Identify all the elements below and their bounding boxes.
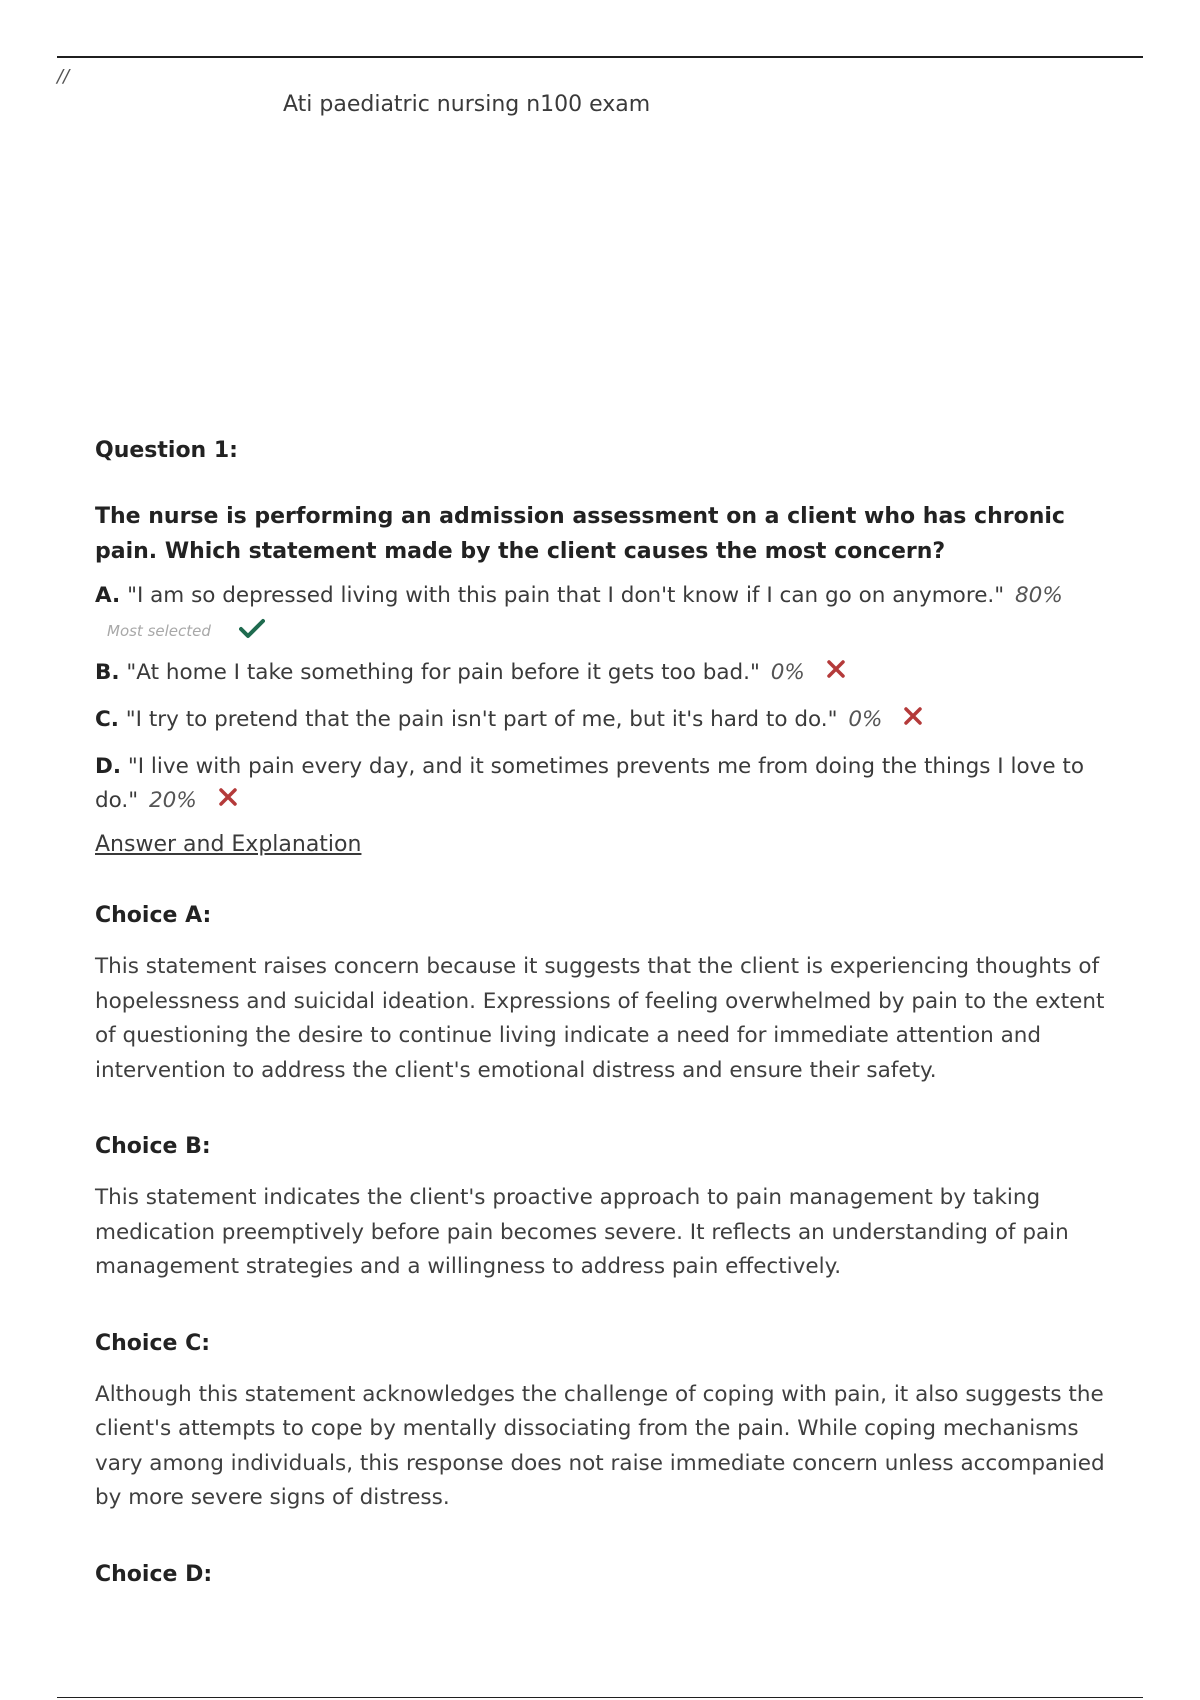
cross-icon <box>903 703 923 737</box>
option-c[interactable] <box>95 703 1115 737</box>
option-a[interactable] <box>95 579 1115 613</box>
choice-a-heading: Choice A: <box>95 903 212 928</box>
page-marker: // <box>57 66 70 87</box>
option-text: "I am so depressed living with this pain that I don't know if I can go on anymore." <box>127 583 1005 608</box>
choice-c-heading: Choice C: <box>95 1330 211 1356</box>
most-selected-row <box>107 618 1115 644</box>
option-percent: 20% <box>149 788 197 813</box>
choice-c-explanation: Although this statement acknowledges the challenge of coping with pain, it also suggests the client's attempts to cope by mentally dissociating from the pain. While coping mechanisms vary among individuals, this response does not raise immediate concern unless accompanied by more severe signs of distress. <box>95 1381 1105 1510</box>
choice-a-explanation: This statement raises concern because it suggests that the client is experiencing thoughts of hopelessness and suicidal ideation. Expressions of feeling overwhelmed by pain to the extent of questioning the desire to continue living indicate a need for immediate attention and intervention to address the client's emotional distress and ensure their safety. <box>95 954 1105 1083</box>
cross-icon <box>826 656 846 690</box>
cross-icon <box>218 784 238 818</box>
option-text: "I live with pain every day, and it sometimes prevents me from doing the things I love to do." <box>95 754 1084 813</box>
option-letter: D. <box>95 754 122 779</box>
option-letter: B. <box>95 660 120 685</box>
option-b[interactable] <box>95 656 1115 690</box>
option-letter: C. <box>95 707 119 732</box>
most-selected-badge: Most selected <box>107 622 211 640</box>
option-letter: A. <box>95 583 121 608</box>
question-text: The nurse is performing an admission assessment on a client who has chronic pain. Which statement made by the client causes the most concern? <box>95 504 1065 564</box>
option-percent: 80% <box>1015 583 1063 608</box>
choice-d-heading: Choice D: <box>95 1561 213 1587</box>
answer-explanation-link[interactable]: Answer and Explanation <box>95 832 362 857</box>
option-text: "I try to pretend that the pain isn't part of me, but it's hard to do." <box>125 707 838 732</box>
top-rule <box>57 56 1143 58</box>
option-percent: 0% <box>848 707 883 732</box>
option-percent: 0% <box>770 660 805 685</box>
question-label: Question 1: <box>95 438 238 463</box>
choice-b-explanation: This statement indicates the client's proactive approach to pain management by taking medication preemptively before pain becomes severe. It reflects an understanding of pain management strategies and a willingness to address pain effectively. <box>95 1185 1069 1279</box>
option-text: "At home I take something for pain before it gets too bad." <box>126 660 760 685</box>
document-title: Ati paediatric nursing n100 exam <box>283 92 651 117</box>
choice-b-heading: Choice B: <box>95 1134 211 1159</box>
option-d[interactable] <box>95 750 1115 818</box>
question-content <box>95 438 1115 1609</box>
checkmark-icon <box>239 618 265 644</box>
bottom-rule <box>57 1697 1143 1698</box>
